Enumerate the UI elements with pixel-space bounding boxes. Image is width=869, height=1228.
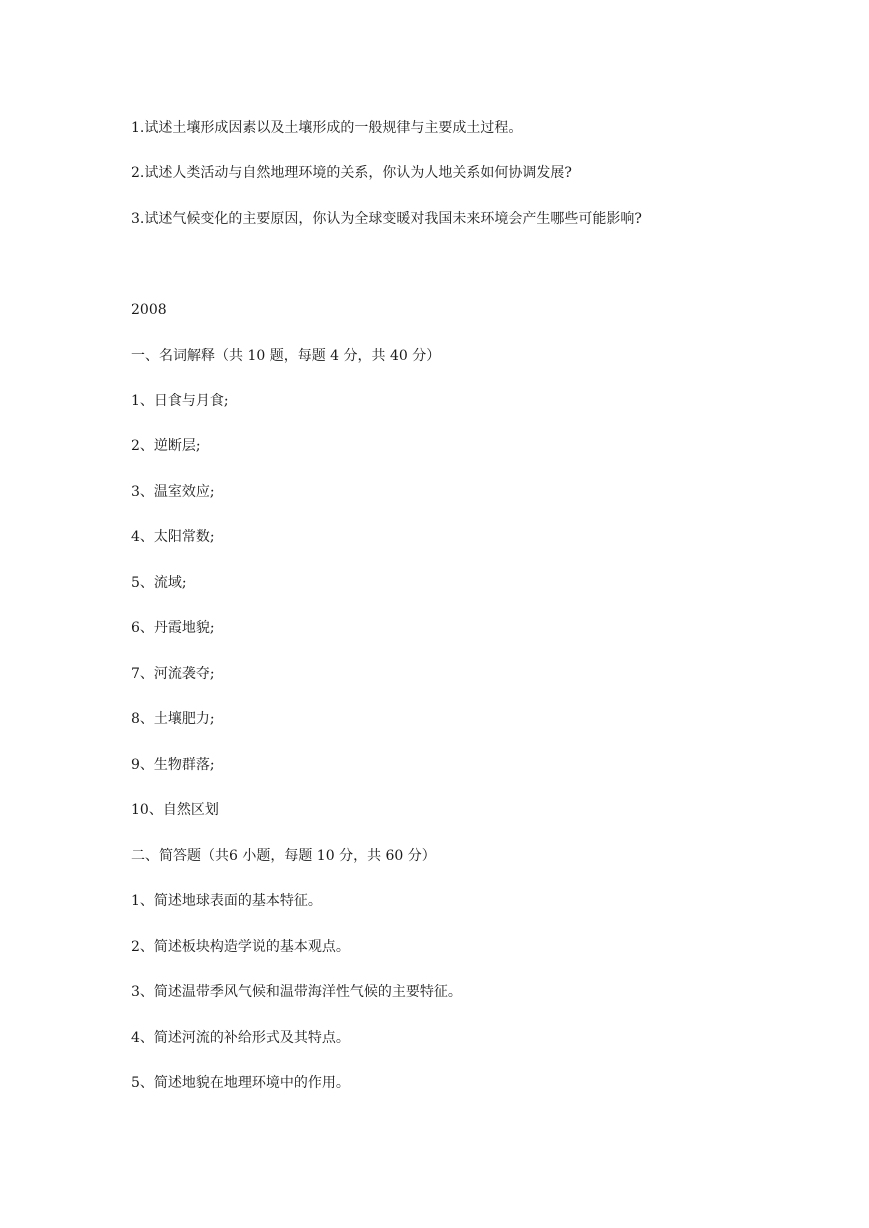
section2-item-2: 2、简述板块构造学说的基本观点。 xyxy=(131,939,350,955)
section1-item-1: 1、日食与月食; xyxy=(131,393,229,409)
section1-item-7: 7、河流袭夺; xyxy=(131,666,215,682)
section1-item-2: 2、逆断层; xyxy=(131,438,201,454)
section1-item-8: 8、土壤肥力; xyxy=(131,711,215,727)
question-2: 2.试述人类活动与自然地理环境的关系，你认为人地关系如何协调发展? xyxy=(131,165,572,181)
section1-item-3: 3、温室效应; xyxy=(131,484,215,500)
section1-item-4: 4、太阳常数; xyxy=(131,529,215,545)
section2-item-5: 5、简述地貌在地理环境中的作用。 xyxy=(131,1075,350,1091)
section2-item-1: 1、简述地球表面的基本特征。 xyxy=(131,893,322,909)
section2-item-3: 3、简述温带季风气候和温带海洋性气候的主要特征。 xyxy=(131,984,462,1000)
section1-item-5: 5、流域; xyxy=(131,575,187,591)
section1-item-6: 6、丹霞地貌; xyxy=(131,620,215,636)
section1-item-9: 9、生物群落; xyxy=(131,757,215,773)
question-3: 3.试述气候变化的主要原因，你认为全球变暖对我国未来环境会产生哪些可能影响? xyxy=(131,211,642,227)
section2-item-4: 4、简述河流的补给形式及其特点。 xyxy=(131,1030,350,1046)
section1-item-10: 10、自然区划 xyxy=(131,802,219,818)
section2-heading: 二、简答题（共6 小题，每题 10 分，共 60 分） xyxy=(131,848,436,864)
question-1: 1.试述土壤形成因素以及土壤形成的一般规律与主要成土过程。 xyxy=(131,120,523,136)
year-heading: 2008 xyxy=(131,302,167,318)
section1-heading: 一、名词解释（共 10 题，每题 4 分，共 40 分） xyxy=(131,348,441,364)
